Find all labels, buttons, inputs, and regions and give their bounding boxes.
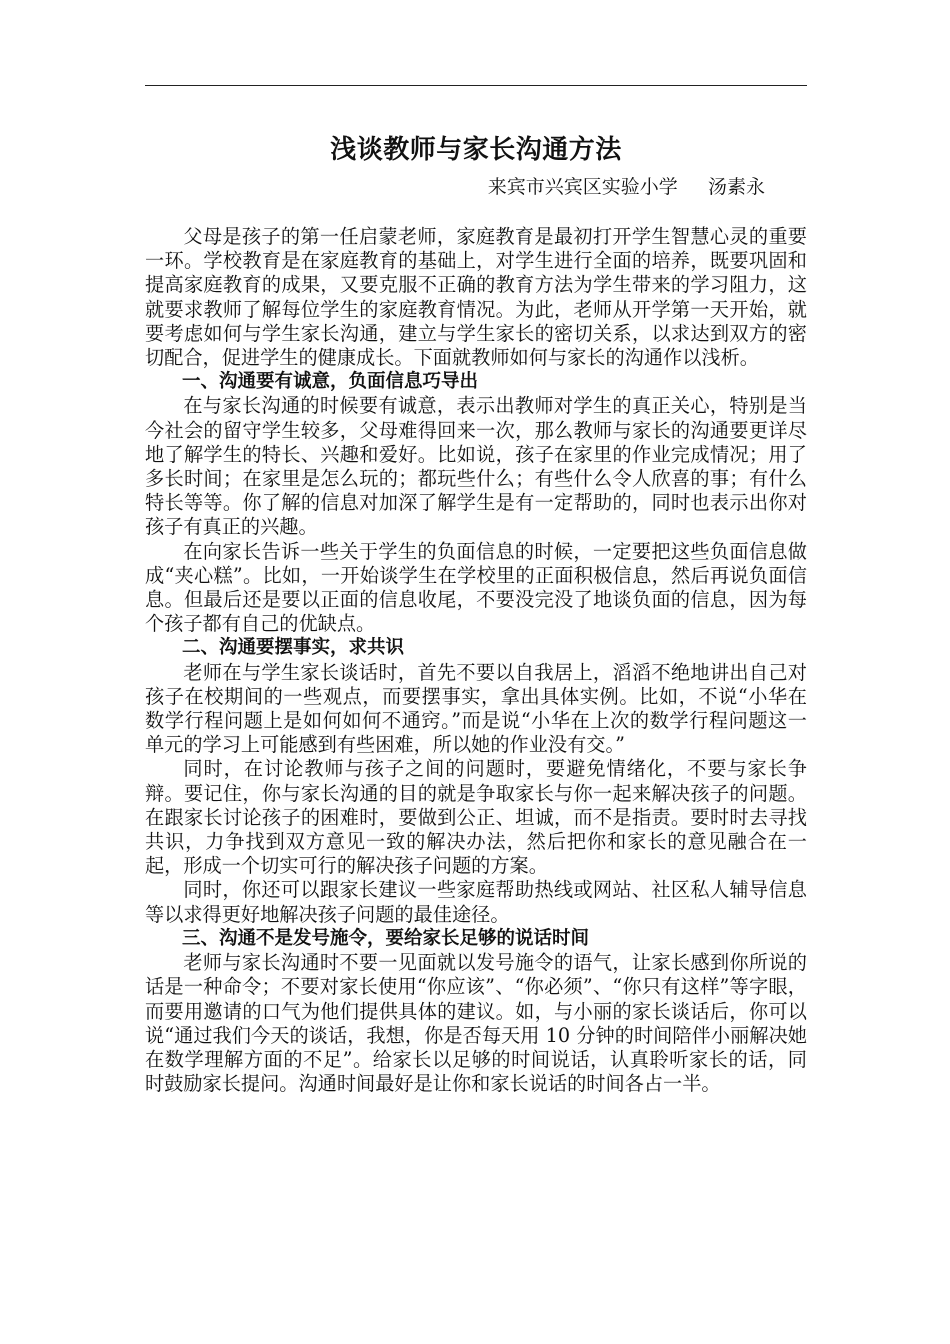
section-heading: 二、沟通要摆事实，求共识 [182,637,405,659]
body-paragraph: 老师与家长沟通时不要一见面就以发号施令的语气，让家长感到你所说的话是一种命令；不要对家长使用“你应该”、“你必须”、“你只有这样”等字眼，而要用邀请的口气为他们提供具体的建议。如，与小丽的家长谈话后，你可以说“通过我们今天的谈话，我想，你是否每天用 10 分钟的时间陪伴小丽解决她在数学理解方面的不足”。给家长以足够的时间说话，认真聆听家长的话，同时鼓励家长提问。沟通时间最好是让你和家长说话的时间各占一半。 [145,951,807,1096]
body-paragraph: 在向家长告诉一些关于学生的负面信息的时候，一定要把这些负面信息做成“夹心糕”。比如，一开始谈学生在学校里的正面积极信息，然后再说负面信息。但最后还是要以正面的信息收尾，不要没完没了地谈负面的信息，因为每个孩子都有自己的优缺点。 [145,539,807,636]
section-heading: 一、沟通要有诚意，负面信息巧导出 [182,371,479,393]
body-paragraph: 父母是孩子的第一任启蒙老师，家庭教育是最初打开学生智慧心灵的重要一环。学校教育是在家庭教育的基础上，对学生进行全面的培养，既要巩固和提高家庭教育的成果，又要克服不正确的教育方法为学生带来的学习阻力，这就要求教师了解每位学生的家庭教育情况。为此，老师从开学第一天开始，就要考虑如何与学生家长沟通，建立与学生家长的密切关系，以求达到双方的密切配合，促进学生的健康成长。下面就教师如何与家长的沟通作以浅析。 [145,225,807,370]
document-body [145,225,807,1096]
body-paragraph: 同时，在讨论教师与孩子之间的问题时，要避免情绪化，不要与家长争辩。要记住，你与家长沟通的目的就是争取家长与你一起来解决孩子的问题。在跟家长讨论孩子的困难时，要做到公正、坦诚，而不是指责。要时时去寻找共识，力争找到双方意见一致的解决办法，然后把你和家长的意见融合在一起，形成一个切实可行的解决孩子问题的方案。 [145,757,807,878]
body-paragraph: 在与家长沟通的时候要有诚意，表示出教师对学生的真正关心，特别是当今社会的留守学生较多，父母难得回来一次，那么教师与家长的沟通要更详尽地了解学生的特长、兴趣和爱好。比如说，孩子在家里的作业完成情况；用了多长时间；在家里是怎么玩的；都玩些什么；有些什么令人欣喜的事；有什么特长等等。你了解的信息对加深了解学生是有一定帮助的，同时也表示出你对孩子有真正的兴趣。 [145,394,807,539]
header-rule [145,85,807,86]
body-paragraph: 同时，你还可以跟家长建议一些家庭帮助热线或网站、社区私人辅导信息等以求得更好地解决孩子问题的最佳途径。 [145,878,807,926]
author-line: 来宾市兴宾区实验小学 汤素永 [487,176,765,198]
section-heading: 三、沟通不是发号施令，要给家长足够的说话时间 [182,927,590,949]
body-paragraph: 老师在与学生家长谈话时，首先不要以自我居上，滔滔不绝地讲出自己对孩子在校期间的一些观点，而要摆事实，拿出具体实例。比如，不说“小华在数学行程问题上是如何如何不通窍。”而是说“小华在上次的数学行程问题这一单元的学习上可能感到有些困难，所以她的作业没有交。” [145,660,807,757]
document-title: 浅谈教师与家长沟通方法 [330,135,622,165]
